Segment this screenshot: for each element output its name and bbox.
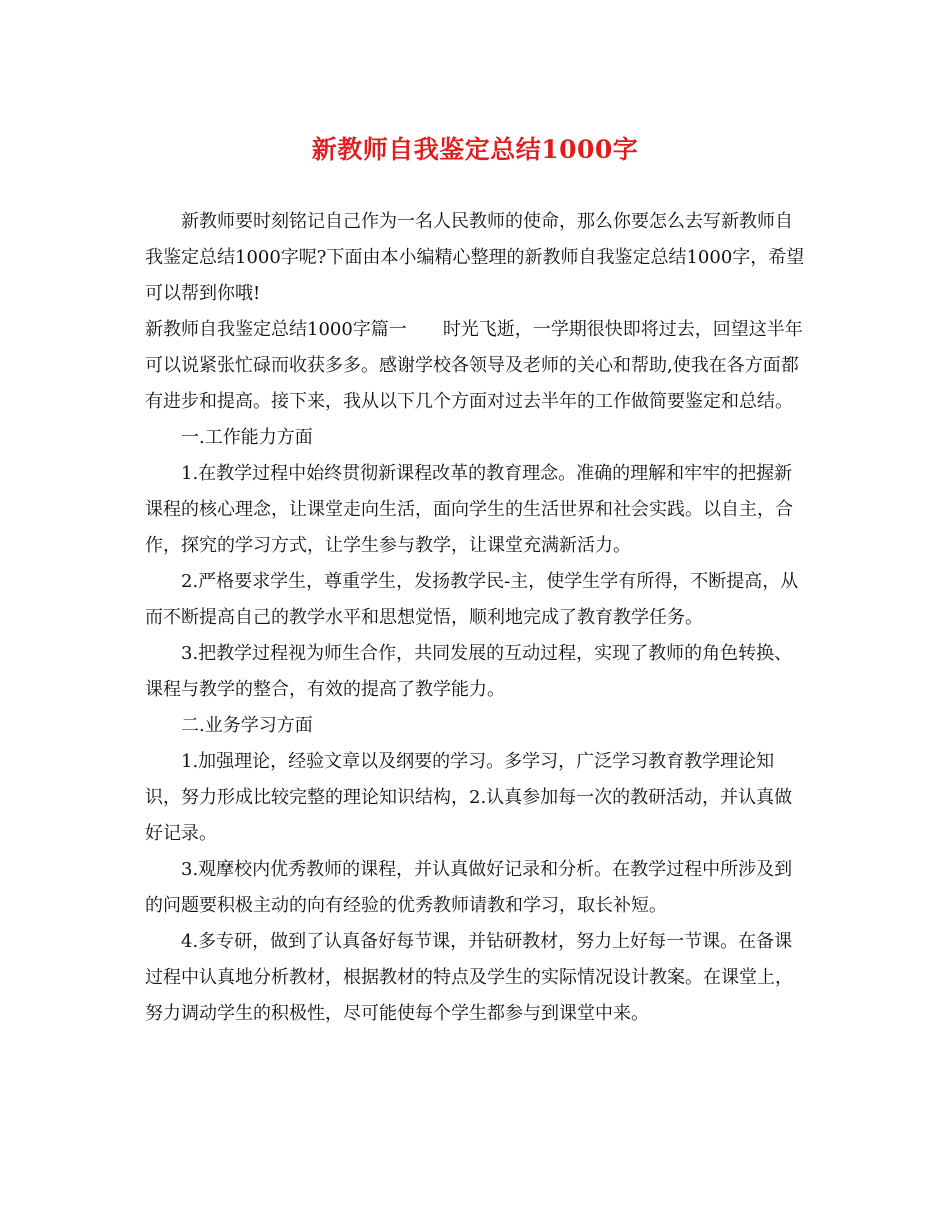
document-title: 新教师自我鉴定总结1000字 — [311, 135, 639, 164]
intro-paragraph: 新教师要时刻铭记自己作为一名人民教师的使命，那么你要怎么去写新教师自我鉴定总结1000字呢?下面由本小编精心整理的新教师自我鉴定总结1000字，希望可以帮到你哦! — [145, 211, 805, 304]
part-paragraph — [145, 312, 810, 420]
part-text: 时光飞逝，一学期很快即将过去，回望这半年可以说紧张忙碌而收获多多。感谢学校各领导及老师的关心和帮助,使我在各方面都有进步和提高。接下来，我从以下几个方面对过去半年的工作做简要鉴定和总结。 — [145, 319, 803, 412]
study-item-1: 1.加强理论，经验文章以及纲要的学习。多学习，广泛学习教育教学理论知识，努力形成比较完整的理论知识结构，2.认真参加每一次的教研活动，并认真做好记录。 — [145, 751, 793, 844]
part-label: 新教师自我鉴定总结1000字篇一 — [145, 319, 407, 340]
study-item-2: 3.观摩校内优秀教师的课程，并认真做好记录和分析。在教学过程中所涉及到的问题要积极主动的向有经验的优秀教师请教和学习，取长补短。 — [145, 859, 793, 916]
document-body — [145, 204, 810, 1032]
work-item-2: 2.严格要求学生，尊重学生，发扬教学民-主，使学生学有所得，不断提高，从而不断提高自己的教学水平和思想觉悟，顺利地完成了教育教学任务。 — [145, 571, 799, 628]
section-heading-work: 一.工作能力方面 — [181, 427, 313, 448]
section-heading-study: 二.业务学习方面 — [181, 715, 313, 736]
study-item-3: 4.多专研，做到了认真备好每节课，并钻研教材，努力上好每一节课。在备课过程中认真地分析教材，根据教材的特点及学生的实际情况设计教案。在课堂上，努力调动学生的积极性，尽可能使每个学生都参与到课堂中来。 — [145, 931, 793, 1024]
work-item-1: 1.在教学过程中始终贯彻新课程改革的教育理念。准确的理解和牢牢的把握新课程的核心理念，让课堂走向生活，面向学生的生活世界和社会实践。以自主，合作，探究的学习方式，让学生参与教学，让课堂充满新活力。 — [145, 463, 793, 556]
work-item-3: 3.把教学过程视为师生合作，共同发展的互动过程，实现了教师的角色转换、课程与教学的整合，有效的提高了教学能力。 — [145, 643, 793, 700]
